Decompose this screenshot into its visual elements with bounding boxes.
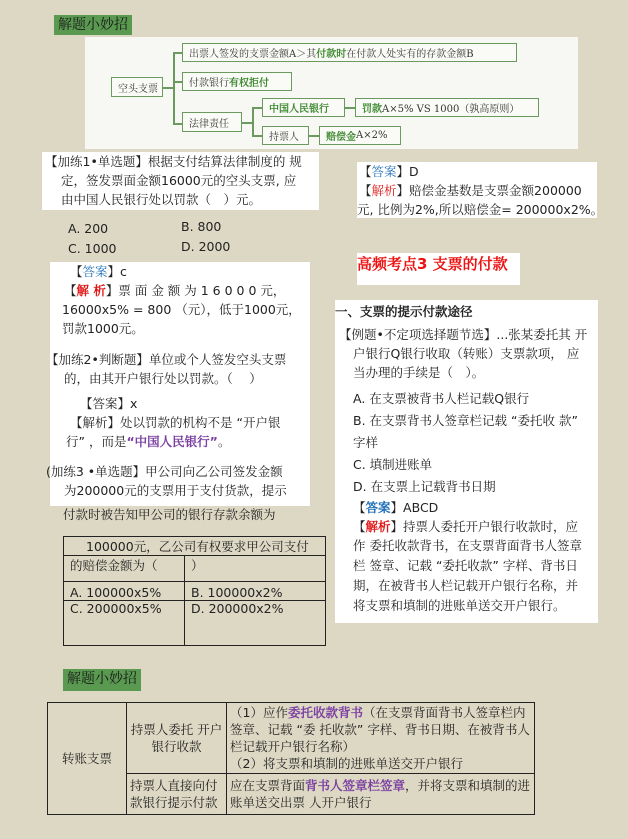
method-entrust: 持票人委托 开户银行收款 bbox=[127, 703, 227, 774]
q1-option-c: C. 1000 bbox=[68, 241, 117, 256]
exercise-2: 【加练2•判断题】单位或个人签发空头支票 的，由其开户银行处以罚款。（ ） 【答案】x 【解析】处以罚款的机构不是 “开户银 行” ，而是“中国人民银行”。 bbox=[50, 350, 310, 480]
diagram-holder: 持票人 bbox=[262, 126, 309, 145]
exercise-3-answer: 【答案】D 【解析】赔偿金基数是支票金额200000 元, 比例为2%,所以赔偿金= 200000x2%。 bbox=[357, 164, 604, 217]
q1-option-d: D. 2000 bbox=[181, 239, 231, 254]
q3-option-b: B. 100000x2% bbox=[185, 582, 326, 601]
section-1-title: 一、支票的提示付款途径 bbox=[335, 304, 473, 319]
section-heading: 高频考点3 支票的付款 bbox=[357, 253, 520, 285]
method-direct: 持票人直接向付款银行提示付款 bbox=[127, 774, 227, 815]
method-direct-detail: 应在支票背面背书人签章栏签章，并将支票和填制的进账单送交出票 人开户银行 bbox=[227, 774, 535, 815]
exercise-3-table: 100000元，乙公司有权要求甲公司支付 的赔偿金额为（ ） A. 100000x5% B. 100000x2% C. 200000x5% D. 200000x2% bbox=[63, 536, 326, 646]
tips-label: 解题小妙招 bbox=[54, 15, 132, 35]
exercise-1-question: 【加练1•单选题】根据支付结算法律制度的 规 定，签发票面金额16000元的空头支票, 应 由中国人民银行处以罚款（ ）元。 bbox=[42, 152, 319, 210]
payment-methods-section: 一、支票的提示付款途径 【例题•不定项选择题节选】...张某委托其 开 户银行Q银行收取（转账）支票款项， 应 当办理的手续是（ ）。 A. 在支票被背书人栏记载Q银行 B. 在支票背书人签章栏记载 “委托收 款” 字样 C. 填制进账单 D. 在支票上记载背书日期 【答案】ABCD 【解析】持票人委托开户银行收款时，应 作 委托收款背书，在支票背面背书人签章 栏 签章、记载 “委托收款” 字样、背书日 期，在被背书人栏记载开户银行名称，并 将支票和填制的进账单送交开户银行。 bbox=[335, 300, 598, 623]
diagram-condition: 出票人签发的支票金额A＞其 付款时 在付款人处实有的存款金额B bbox=[182, 43, 517, 62]
method-entrust-detail: （1）应作委托收款背书（在支票背面背书人签章栏内签章、记载 “委 托收款” 字样、背书日期、在被背书人栏记载开户银行名称） （2）将支票和填制的进账单送交开户银行 bbox=[227, 703, 535, 774]
tips-label-2: 解题小妙招 bbox=[63, 669, 141, 691]
exercise-3-question: (加练3 •单选题】甲公司向乙公司签发金额 为200000元的支票用于支付货款，提示 bbox=[50, 462, 310, 506]
diagram-pboc: 中国人民银行 bbox=[262, 98, 345, 117]
exercise-3-line3: 付款时被告知甲公司的银行存款余额为 bbox=[63, 507, 276, 522]
diagram-legal-liability: 法律责任 bbox=[182, 112, 242, 132]
diagram-bank-refuse: 付款银行 有权拒付 bbox=[182, 72, 292, 91]
diagram-fine: 罚款 A×5% VS 1000（孰高原则） bbox=[355, 98, 539, 117]
q3-option-c: C. 200000x5% bbox=[64, 601, 185, 646]
q3-option-a: A. 100000x5% bbox=[64, 582, 185, 601]
check-payment-summary-table bbox=[47, 702, 535, 815]
diagram-root: 空头支票 bbox=[111, 77, 163, 97]
exercise-1-answer: 【答案】c 【解 析】票 面 金 额 为 1 6 0 0 0 元， 16000x5% = 800 （元），低于1000元， 罚款1000元。 bbox=[50, 262, 310, 387]
q3-option-d: D. 200000x2% bbox=[185, 601, 326, 646]
bad-check-diagram bbox=[85, 37, 578, 149]
q1-option-a: A. 200 bbox=[68, 221, 109, 236]
diagram-compensation: 赔偿金 A×2% bbox=[319, 126, 401, 145]
q1-option-b: B. 800 bbox=[181, 219, 222, 234]
category-cell: 转账支票 bbox=[48, 703, 127, 815]
